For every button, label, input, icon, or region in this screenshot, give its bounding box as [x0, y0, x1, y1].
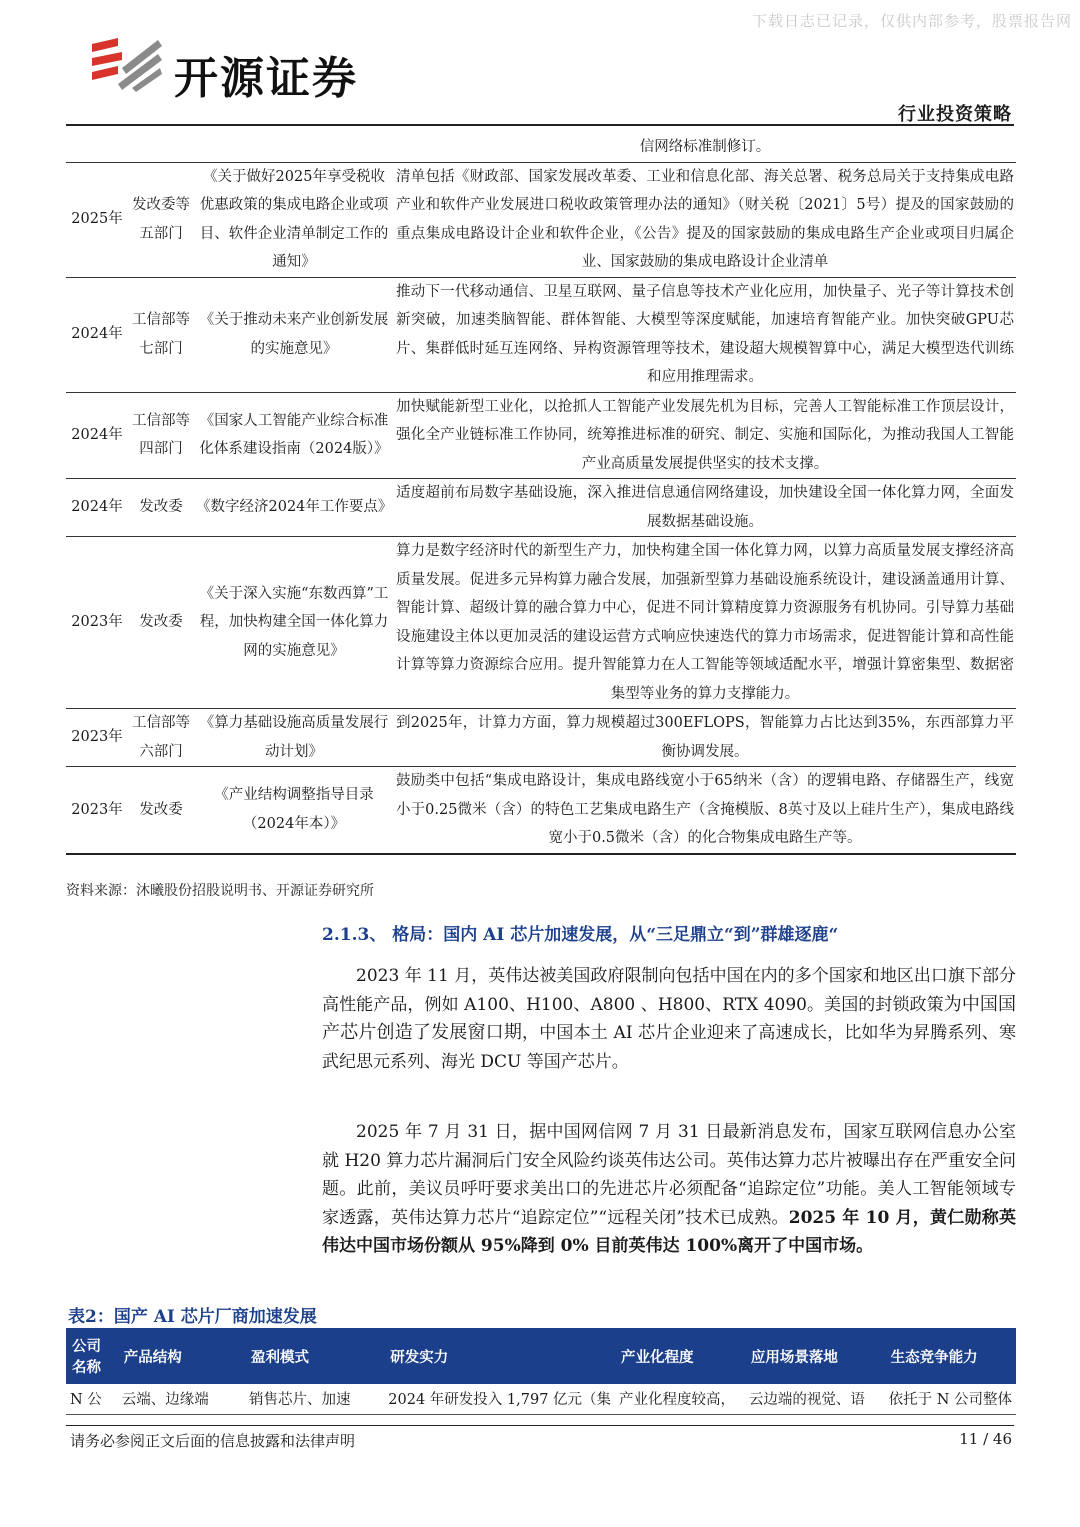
paragraph-text: 2023 年 11 月，英伟达被美国政府限制向包括中国在内的多个国家和地区出口旗下部分高性能产品，例如 A100、H100、A800 、H800、RTX 4090。美国的封锁政策	[322, 966, 1016, 1015]
table-row	[66, 1384, 1016, 1414]
content-cell: 鼓励类中包括“集成电路设计，集成电路线宽小于65纳米（含）的逻辑电路、存储器生产，线宽小于0.25微米（含）的特色工艺集成电路生产（含掩模版、8英寸及以上硅片生产），集成电路线宽小于0.5微米（含）的化合物集成电路生产等。	[394, 767, 1016, 854]
table-cell: N 公	[66, 1384, 118, 1414]
column-header: 研发实力	[384, 1328, 615, 1384]
paragraph	[322, 1118, 1016, 1261]
content-cell: 推动下一代移动通信、卫星互联网、量子信息等技术产业化应用，加快量子、光子等计算技术创新突破，加速类脑智能、群体智能、大模型等深度赋能，加速培育智能产业。加快突破GPU芯片、集群低时延互连网络、异构资源管理等技术，建设超大规模智算中心，满足大模型迭代训练和应用推理需求。	[394, 277, 1016, 392]
column-header: 公司名称	[66, 1328, 118, 1384]
page-number: 11 / 46	[959, 1430, 1012, 1448]
brand-logo	[88, 34, 388, 104]
year-cell: 2024年	[66, 479, 128, 537]
content-cell: 算力是数字经济时代的新型生产力，加快构建全国一体化算力网，以算力高质量发展支撑经济高质量发展。促进多元异构算力融合发展，加强新型算力基础设施系统设计，建设涵盖通用计算、智能计算、超级计算的融合算力中心，促进不同计算精度算力资源服务有机协同。引导算力基础设施建设主体以更加灵活的建设运营方式响应快速迭代的算力市场需求，促进智能计算和高性能计算等算力资源综合应用。提升智能算力在人工智能等领域适配水平，增强计算密集型、数据密集型等业务的算力支撑能力。	[394, 537, 1016, 709]
table-cell: 依托于 N 公司整体	[885, 1384, 1016, 1414]
table-row	[66, 479, 1016, 537]
table-row	[66, 767, 1016, 854]
footer-disclaimer: 请务必参阅正文后面的信息披露和法律声明	[70, 1432, 356, 1450]
dept-cell: 工信部等七部门	[128, 277, 194, 392]
column-header: 产品结构	[118, 1328, 245, 1384]
dept-cell	[128, 133, 194, 162]
doc-cell: 《产业结构调整指导目录（2024年本）》	[194, 767, 394, 854]
brand-logo-icon	[88, 34, 168, 96]
doc-cell	[194, 133, 394, 162]
column-header: 生态竞争能力	[885, 1328, 1016, 1384]
year-cell: 2023年	[66, 767, 128, 854]
content-cell: 信网络标准制修订。	[394, 133, 1016, 162]
policy-table	[66, 133, 1016, 855]
column-header: 应用场景落地	[745, 1328, 885, 1384]
paragraph-bold: 2025 年 10 月，黄仁勋称英伟达中国市场份额从 95%降到 0% 目前英伟达 100%离开了中国市场。	[322, 1207, 1016, 1256]
table-row	[66, 709, 1016, 767]
content-cell: 清单包括《财政部、国家发展改革委、工业和信息化部、海关总署、税务总局关于支持集成电路产业和软件产业发展进口税收政策管理办法的通知》（财关税〔2021〕5号）提及的国家鼓励的重点集成电路设计企业和软件企业，《公告》提及的国家鼓励的集成电路生产企业或项目归属企业、国家鼓励的集成电路设计企业清单	[394, 162, 1016, 277]
doc-cell: 《算力基础设施高质量发展行动计划》	[194, 709, 394, 767]
column-header: 产业化程度	[615, 1328, 745, 1384]
table-cell: 云端、边缘端	[118, 1384, 245, 1414]
table-title: 表2：国产 AI 芯片厂商加速发展	[68, 1307, 317, 1327]
column-header: 盈利模式	[245, 1328, 384, 1384]
header-divider	[66, 124, 1014, 126]
table-cell: 销售芯片、加速	[245, 1384, 384, 1414]
year-cell: 2024年	[66, 392, 128, 479]
table-row	[66, 392, 1016, 479]
source-note: 资料来源：沐曦股份招股说明书、开源证券研究所	[66, 883, 374, 899]
doc-cell: 《关于推动未来产业创新发展的实施意见》	[194, 277, 394, 392]
doc-cell: 《数字经济2024年工作要点》	[194, 479, 394, 537]
dept-cell: 发改委等五部门	[128, 162, 194, 277]
section-title: 2.1.3、 格局：国内 AI 芯片加速发展，从“三足鼎立“到”群雄逐鹿“	[322, 925, 839, 945]
doc-cell: 《关于做好2025年享受税收优惠政策的集成电路企业或项目、软件企业清单制定工作的通知》	[194, 162, 394, 277]
content-cell: 加快赋能新型工业化，以抢抓人工智能产业发展先机为目标，完善人工智能标准工作顶层设计，强化全产业链标准工作协同，统筹推进标准的研究、制定、实施和国际化，为推动我国人工智能产业高质量发展提供坚实的技术支撑。	[394, 392, 1016, 479]
table-row	[66, 133, 1016, 162]
table-cell: 产业化程度较高，	[615, 1384, 745, 1414]
content-cell: 适度超前布局数字基础设施，深入推进信息通信网络建设，加快建设全国一体化算力网，全面发展数据基础设施。	[394, 479, 1016, 537]
dept-cell: 发改委	[128, 537, 194, 709]
paragraph-text: ，中国本土 AI 芯片企业迎来了高速成长，比如华为昇腾系列、寒武纪思元系列、海光 DCU 等国产芯片。	[322, 1023, 1016, 1072]
dept-cell: 发改委	[128, 767, 194, 854]
year-cell: 2023年	[66, 709, 128, 767]
table-row	[66, 277, 1016, 392]
doc-cell: 《国家人工智能产业综合标准化体系建设指南（2024版）》	[194, 392, 394, 479]
report-category: 行业投资策略	[898, 104, 1012, 125]
table-cell: 云边端的视觉、语	[745, 1384, 885, 1414]
year-cell: 2025年	[66, 162, 128, 277]
paragraph-emphasis: 为中国国产芯片创造了发展窗口期	[322, 993, 1016, 1043]
table-row	[66, 162, 1016, 277]
year-cell	[66, 133, 128, 162]
chip-vendor-table	[66, 1328, 1016, 1415]
content-cell: 到2025年，计算力方面，算力规模超过300EFLOPS，智能算力占比达到35%，东西部算力平衡协调发展。	[394, 709, 1016, 767]
watermark: 下载日志已记录，仅供内部参考，股票报告网	[751, 12, 1072, 30]
dept-cell: 工信部等六部门	[128, 709, 194, 767]
paragraph	[322, 962, 1016, 1076]
dept-cell: 工信部等四部门	[128, 392, 194, 479]
table-row	[66, 537, 1016, 709]
table-cell: 2024 年研发投入 1,797 亿元（集	[384, 1384, 615, 1414]
paragraph-text: 2025 年 7 月 31 日，据中国网信网 7 月 31 日最新消息发布，国家互联网信息办公室就 H20 算力芯片漏洞后门安全风险约谈英伟达公司。英伟达算力芯片被曝出存在严重安全问题。此前，美议员呼吁要求美出口的先进芯片必须配备“追踪定位”功能。美人工智能领域专家透露，英伟达算力芯片“追踪定位”“远程关闭”技术已成熟。	[322, 1122, 1016, 1228]
brand-name: 开源证券	[174, 53, 358, 104]
dept-cell: 发改委	[128, 479, 194, 537]
year-cell: 2023年	[66, 537, 128, 709]
footer-divider	[66, 1425, 1014, 1426]
doc-cell: 《关于深入实施“东数西算”工程，加快构建全国一体化算力网的实施意见》	[194, 537, 394, 709]
year-cell: 2024年	[66, 277, 128, 392]
table-header-row	[66, 1328, 1016, 1384]
